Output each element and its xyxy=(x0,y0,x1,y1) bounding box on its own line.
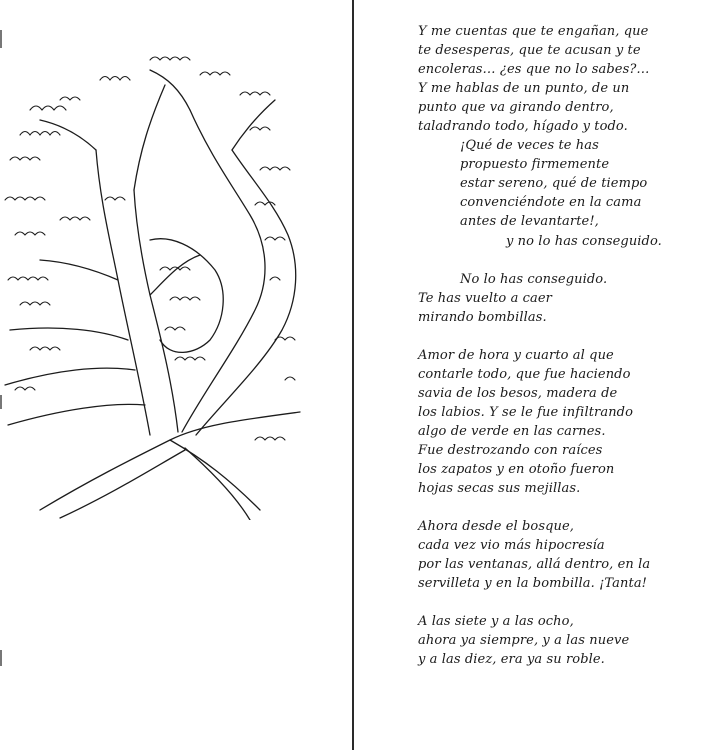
poem-line: No lo has conseguido. xyxy=(460,271,608,287)
poem-line: ahora ya siempre, y a las nueve xyxy=(418,633,630,649)
poem-line: Ahora desde el bosque, xyxy=(418,519,575,535)
poem-line: servilleta y en la bombilla. ¡Tanta! xyxy=(418,576,648,592)
poem-line: Te has vuelto a caer xyxy=(418,290,552,306)
poem-line: punto que va girando dentro, xyxy=(418,100,614,116)
poem-stanza xyxy=(418,517,698,593)
poem-line: antes de levantarte!, xyxy=(460,214,599,230)
poem-line: los zapatos y en otoño fueron xyxy=(418,461,615,477)
right-page xyxy=(354,0,703,750)
poem-line: estar sereno, qué de tiempo xyxy=(460,176,648,192)
poem-line: hojas secas sus mejillas. xyxy=(418,481,581,497)
poem-line: te desesperas, que te acusan y te xyxy=(418,43,641,59)
poem-line: mirando bombillas. xyxy=(418,309,547,325)
poem-line: Amor de hora y cuarto al que xyxy=(418,347,614,363)
poem-line: contarle todo, que fue haciendo xyxy=(418,366,631,382)
poem-stanza xyxy=(418,22,698,251)
poem-line: algo de verde en las carnes. xyxy=(418,423,606,439)
poem-line: Y me hablas de un punto, de un xyxy=(418,81,630,97)
poem-line: y no lo has conseguido. xyxy=(506,233,662,249)
poem-line: ¡Qué de veces te has xyxy=(460,138,599,154)
poem-stanza xyxy=(418,612,698,669)
poem-line: Y me cuentas que te engañan, que xyxy=(418,24,649,39)
poem xyxy=(418,22,698,688)
poem-line: savia de los besos, madera de xyxy=(418,385,618,401)
poem-line: y a las diez, era ya su roble. xyxy=(418,652,605,668)
poem-line: A las siete y a las ocho, xyxy=(418,614,574,630)
poem-line: propuesto firmemente xyxy=(460,157,610,173)
poem-line: taladrando todo, hígado y todo. xyxy=(418,119,628,135)
poem-line: por las ventanas, allá dentro, en la xyxy=(418,557,651,573)
poem-stanza xyxy=(418,346,698,498)
poem-stanza xyxy=(418,270,698,327)
poem-line: encoleras… ¿es que no lo sabes?… xyxy=(418,62,650,78)
poem-line: cada vez vio más hipocresía xyxy=(418,538,605,554)
tree-sketch-icon xyxy=(0,40,320,520)
page-edge-mark xyxy=(0,650,2,666)
poem-line: los labios. Y se le fue infiltrando xyxy=(418,404,634,420)
poem-line: Fue destrozando con raíces xyxy=(418,442,603,458)
poem-line: convenciéndote en la cama xyxy=(460,195,642,211)
